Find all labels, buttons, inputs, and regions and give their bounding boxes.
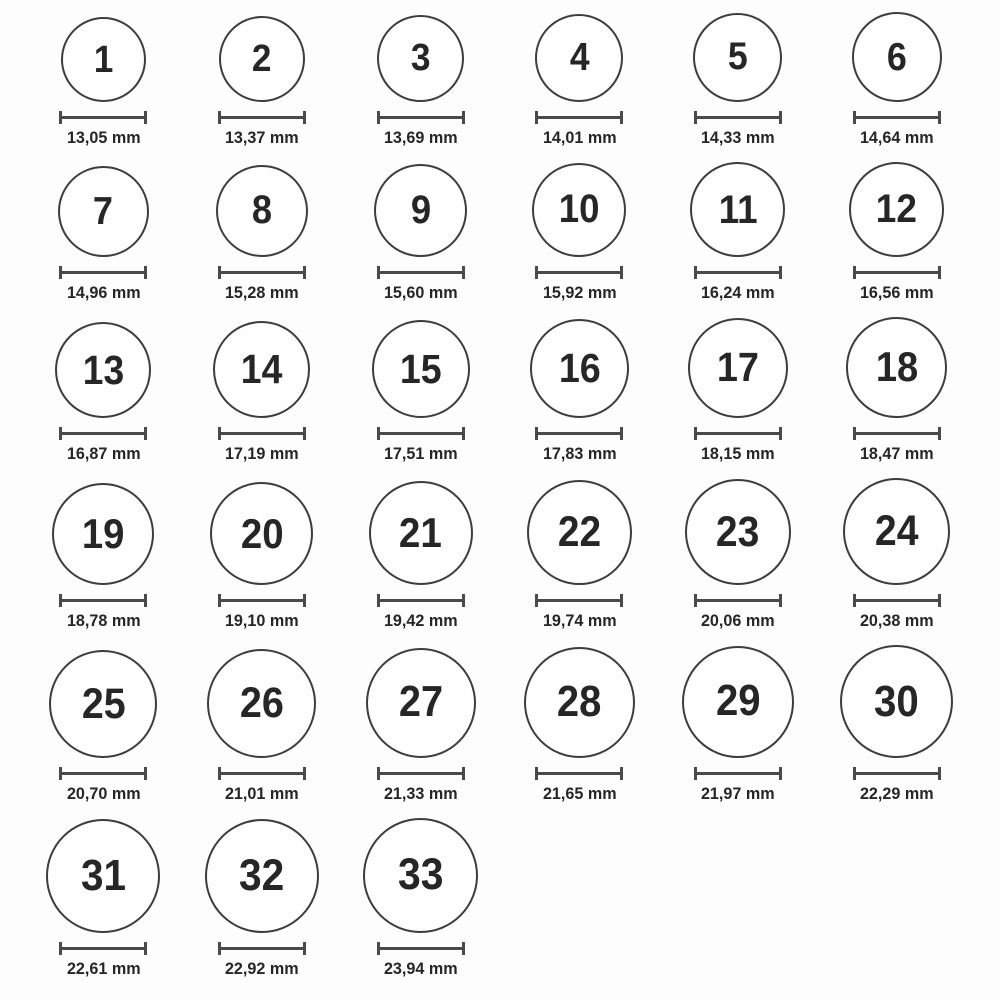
ring-size-circle xyxy=(49,650,157,758)
diameter-measure-line xyxy=(218,942,306,955)
diameter-label: 19,74 mm xyxy=(542,611,617,630)
measure-bar xyxy=(221,772,303,775)
ring-size-item xyxy=(59,17,147,148)
diameter-label: 18,78 mm xyxy=(66,611,141,630)
diameter-label: 20,06 mm xyxy=(701,611,775,630)
ring-size-circle xyxy=(690,162,785,257)
ring-size-circle xyxy=(366,648,476,758)
ring-size-item xyxy=(377,15,465,148)
diameter-label: 17,51 mm xyxy=(383,444,458,463)
ring-size-circle xyxy=(693,13,782,102)
ring-size-item xyxy=(374,164,467,303)
ring-size-item xyxy=(840,645,953,804)
ring-size-item xyxy=(852,12,942,148)
ring-size-number: 1 xyxy=(93,38,114,81)
diameter-label: 13,37 mm xyxy=(225,128,299,147)
measure-bar xyxy=(380,116,462,119)
ring-size-number: 20 xyxy=(240,509,284,557)
ring-size-circle xyxy=(205,819,319,933)
ring-size-number: 8 xyxy=(251,188,273,233)
ring-size-circle xyxy=(846,317,947,418)
diameter-measure-line xyxy=(377,266,465,279)
diameter-label: 13,69 mm xyxy=(383,128,458,147)
ring-size-circle xyxy=(46,819,160,933)
diameter-measure-line xyxy=(59,111,147,124)
measure-tick-right xyxy=(462,427,465,440)
ring-size-circle xyxy=(372,320,470,418)
diameter-measure-line xyxy=(377,111,465,124)
diameter-label: 13,05 mm xyxy=(66,128,141,147)
measure-bar xyxy=(697,599,779,602)
measure-tick-right xyxy=(303,767,306,780)
ring-size-number: 18 xyxy=(875,343,918,390)
diameter-measure-line xyxy=(694,767,782,780)
diameter-measure-line xyxy=(218,266,306,279)
measure-bar xyxy=(221,271,303,274)
diameter-label: 14,33 mm xyxy=(701,128,775,147)
measure-tick-right xyxy=(144,594,147,607)
ring-size-circle xyxy=(530,319,629,418)
measure-tick-right xyxy=(462,266,465,279)
diameter-measure-line xyxy=(853,266,941,279)
diameter-measure-line xyxy=(694,266,782,279)
ring-size-number: 14 xyxy=(241,346,283,393)
ring-size-item xyxy=(693,13,782,148)
measure-tick-right xyxy=(144,942,147,955)
diameter-measure-line xyxy=(853,111,941,124)
diameter-label: 21,65 mm xyxy=(542,784,617,803)
ring-size-item xyxy=(213,321,310,464)
measure-tick-right xyxy=(938,767,941,780)
diameter-label: 16,56 mm xyxy=(859,283,934,302)
ring-size-number: 5 xyxy=(728,35,748,79)
diameter-label: 22,92 mm xyxy=(225,959,299,978)
ring-size-circle xyxy=(374,164,467,257)
ring-size-circle xyxy=(219,16,305,102)
diameter-measure-line xyxy=(853,767,941,780)
measure-tick-right xyxy=(779,266,782,279)
measure-bar xyxy=(62,271,144,274)
measure-tick-right xyxy=(462,942,465,955)
ring-size-item xyxy=(46,819,160,979)
ring-size-circle xyxy=(682,646,794,758)
measure-tick-right xyxy=(938,266,941,279)
ring-size-number: 22 xyxy=(557,508,601,556)
ring-size-number: 4 xyxy=(569,35,590,79)
diameter-label: 14,96 mm xyxy=(66,283,141,302)
ring-size-circle xyxy=(840,645,953,758)
measure-tick-right xyxy=(938,594,941,607)
diameter-measure-line xyxy=(853,594,941,607)
ring-size-circle xyxy=(55,322,151,418)
ring-size-number: 3 xyxy=(410,36,431,80)
ring-size-circle xyxy=(843,478,950,585)
measure-bar xyxy=(62,432,144,435)
measure-bar xyxy=(856,271,938,274)
ring-size-item xyxy=(366,648,476,804)
ring-size-circle xyxy=(58,166,149,257)
ring-size-item xyxy=(207,649,316,804)
ring-size-number: 24 xyxy=(874,507,919,556)
ring-size-circle xyxy=(688,318,788,418)
ring-size-item xyxy=(524,647,635,804)
diameter-measure-line xyxy=(377,767,465,780)
ring-size-circle xyxy=(210,482,313,585)
ring-size-circle xyxy=(524,647,635,758)
ring-size-item xyxy=(530,319,629,464)
measure-tick-right xyxy=(462,594,465,607)
ring-size-item xyxy=(532,163,626,303)
diameter-label: 14,01 mm xyxy=(542,128,617,147)
measure-bar xyxy=(221,116,303,119)
ring-size-number: 23 xyxy=(716,507,760,555)
ring-size-number: 9 xyxy=(410,187,431,232)
ring-size-item xyxy=(682,646,794,804)
ring-size-circle xyxy=(852,12,942,102)
ring-size-circle xyxy=(213,321,310,418)
diameter-label: 14,64 mm xyxy=(859,128,934,147)
ring-size-item xyxy=(846,317,947,464)
ring-size-number: 17 xyxy=(716,344,760,391)
ring-size-number: 30 xyxy=(874,676,920,726)
diameter-label: 22,61 mm xyxy=(66,959,141,978)
diameter-measure-line xyxy=(377,594,465,607)
ring-size-item xyxy=(363,818,478,979)
ring-size-item xyxy=(205,819,319,979)
diameter-measure-line xyxy=(59,594,147,607)
diameter-label: 19,42 mm xyxy=(383,611,458,630)
diameter-label: 21,01 mm xyxy=(225,784,299,803)
measure-bar xyxy=(697,432,779,435)
measure-tick-right xyxy=(620,111,623,124)
measure-bar xyxy=(538,116,620,119)
diameter-measure-line xyxy=(535,111,623,124)
measure-bar xyxy=(62,772,144,775)
ring-size-item xyxy=(369,481,473,631)
measure-tick-right xyxy=(938,427,941,440)
ring-size-item xyxy=(685,479,791,631)
ring-size-item xyxy=(849,162,944,303)
measure-bar xyxy=(697,271,779,274)
ring-size-grid xyxy=(24,12,976,979)
ring-size-number: 6 xyxy=(886,35,907,79)
measure-tick-right xyxy=(620,266,623,279)
ring-size-number: 21 xyxy=(399,509,443,556)
measure-tick-right xyxy=(303,427,306,440)
measure-tick-right xyxy=(144,111,147,124)
ring-size-circle xyxy=(216,165,308,257)
diameter-measure-line xyxy=(218,767,306,780)
measure-tick-right xyxy=(303,594,306,607)
ring-size-item xyxy=(210,482,313,631)
measure-tick-right xyxy=(620,594,623,607)
ring-size-circle xyxy=(527,480,632,585)
ring-size-number: 13 xyxy=(82,346,124,393)
ring-size-circle xyxy=(685,479,791,585)
measure-tick-right xyxy=(462,767,465,780)
measure-bar xyxy=(221,599,303,602)
measure-bar xyxy=(856,432,938,435)
diameter-measure-line xyxy=(535,266,623,279)
diameter-label: 18,15 mm xyxy=(701,444,775,463)
measure-bar xyxy=(380,772,462,775)
measure-bar xyxy=(62,116,144,119)
measure-tick-right xyxy=(620,427,623,440)
ring-size-item xyxy=(218,16,306,148)
ring-size-item xyxy=(843,478,950,631)
ring-size-number: 27 xyxy=(398,678,443,727)
ring-size-item xyxy=(216,165,308,303)
ring-size-circle xyxy=(207,649,316,758)
diameter-label: 15,28 mm xyxy=(225,283,299,302)
ring-size-item xyxy=(58,166,149,303)
measure-tick-right xyxy=(144,266,147,279)
ring-size-item xyxy=(372,320,470,464)
ring-size-number: 7 xyxy=(93,189,114,233)
diameter-measure-line xyxy=(535,427,623,440)
diameter-measure-line xyxy=(218,594,306,607)
diameter-measure-line xyxy=(218,111,306,124)
diameter-measure-line xyxy=(59,767,147,780)
measure-bar xyxy=(856,772,938,775)
measure-tick-right xyxy=(938,111,941,124)
ring-size-number: 2 xyxy=(252,36,272,80)
measure-tick-right xyxy=(779,767,782,780)
measure-bar xyxy=(538,599,620,602)
diameter-label: 16,87 mm xyxy=(66,444,141,463)
measure-bar xyxy=(856,116,938,119)
diameter-label: 16,24 mm xyxy=(701,283,775,302)
ring-size-number: 16 xyxy=(558,345,601,391)
ring-size-number: 32 xyxy=(239,850,285,900)
ring-size-number: 26 xyxy=(239,679,284,727)
measure-bar xyxy=(697,116,779,119)
ring-size-number: 28 xyxy=(557,677,602,726)
measure-tick-right xyxy=(779,111,782,124)
measure-tick-right xyxy=(303,942,306,955)
diameter-measure-line xyxy=(59,942,147,955)
ring-size-number: 33 xyxy=(397,850,444,900)
measure-bar xyxy=(380,432,462,435)
ring-size-item xyxy=(527,480,632,631)
ring-size-number: 12 xyxy=(876,186,918,232)
diameter-label: 15,60 mm xyxy=(383,283,458,302)
ring-size-number: 25 xyxy=(81,679,126,728)
measure-tick-right xyxy=(462,111,465,124)
diameter-label: 17,19 mm xyxy=(225,444,299,463)
diameter-measure-line xyxy=(694,594,782,607)
diameter-label: 23,94 mm xyxy=(383,959,458,978)
diameter-measure-line xyxy=(694,111,782,124)
ring-size-item xyxy=(49,650,157,804)
measure-bar xyxy=(380,599,462,602)
ring-size-number: 11 xyxy=(718,187,758,232)
measure-bar xyxy=(538,772,620,775)
diameter-measure-line xyxy=(59,427,147,440)
diameter-measure-line xyxy=(535,594,623,607)
ring-size-item xyxy=(688,318,788,464)
diameter-label: 21,33 mm xyxy=(383,784,458,803)
ring-size-circle xyxy=(52,483,154,585)
ring-size-item xyxy=(55,322,151,464)
measure-bar xyxy=(62,599,144,602)
ring-size-circle xyxy=(532,163,626,257)
diameter-measure-line xyxy=(377,427,465,440)
ring-size-item xyxy=(690,162,785,303)
diameter-label: 18,47 mm xyxy=(859,444,934,463)
measure-bar xyxy=(380,271,462,274)
measure-tick-right xyxy=(779,427,782,440)
ring-size-number: 19 xyxy=(82,510,125,558)
diameter-measure-line xyxy=(535,767,623,780)
measure-bar xyxy=(538,432,620,435)
diameter-label: 19,10 mm xyxy=(225,611,299,630)
measure-tick-right xyxy=(620,767,623,780)
ring-size-number: 10 xyxy=(558,187,600,232)
ring-size-number: 15 xyxy=(399,345,442,392)
measure-bar xyxy=(221,947,303,950)
diameter-label: 20,70 mm xyxy=(66,784,141,803)
measure-tick-right xyxy=(779,594,782,607)
measure-bar xyxy=(380,947,462,950)
ring-size-circle xyxy=(535,14,623,102)
measure-bar xyxy=(697,772,779,775)
ring-size-number: 31 xyxy=(80,851,126,900)
ring-size-number: 29 xyxy=(715,677,761,726)
diameter-label: 15,92 mm xyxy=(542,283,617,302)
measure-tick-right xyxy=(144,427,147,440)
measure-tick-right xyxy=(144,767,147,780)
diameter-measure-line xyxy=(218,427,306,440)
ring-size-circle xyxy=(849,162,944,257)
ring-size-circle xyxy=(61,17,146,102)
diameter-measure-line xyxy=(853,427,941,440)
measure-bar xyxy=(538,271,620,274)
ring-size-circle xyxy=(363,818,478,933)
measure-tick-right xyxy=(303,266,306,279)
ring-size-item xyxy=(52,483,154,631)
measure-bar xyxy=(221,432,303,435)
ring-size-item xyxy=(535,14,623,148)
ring-size-circle xyxy=(377,15,464,102)
diameter-label: 21,97 mm xyxy=(701,784,775,803)
diameter-measure-line xyxy=(694,427,782,440)
ring-size-circle xyxy=(369,481,473,585)
diameter-measure-line xyxy=(377,942,465,955)
measure-bar xyxy=(856,599,938,602)
diameter-measure-line xyxy=(59,266,147,279)
measure-bar xyxy=(62,947,144,950)
diameter-label: 22,29 mm xyxy=(859,784,934,803)
measure-tick-right xyxy=(303,111,306,124)
diameter-label: 20,38 mm xyxy=(859,611,934,630)
diameter-label: 17,83 mm xyxy=(542,444,617,463)
